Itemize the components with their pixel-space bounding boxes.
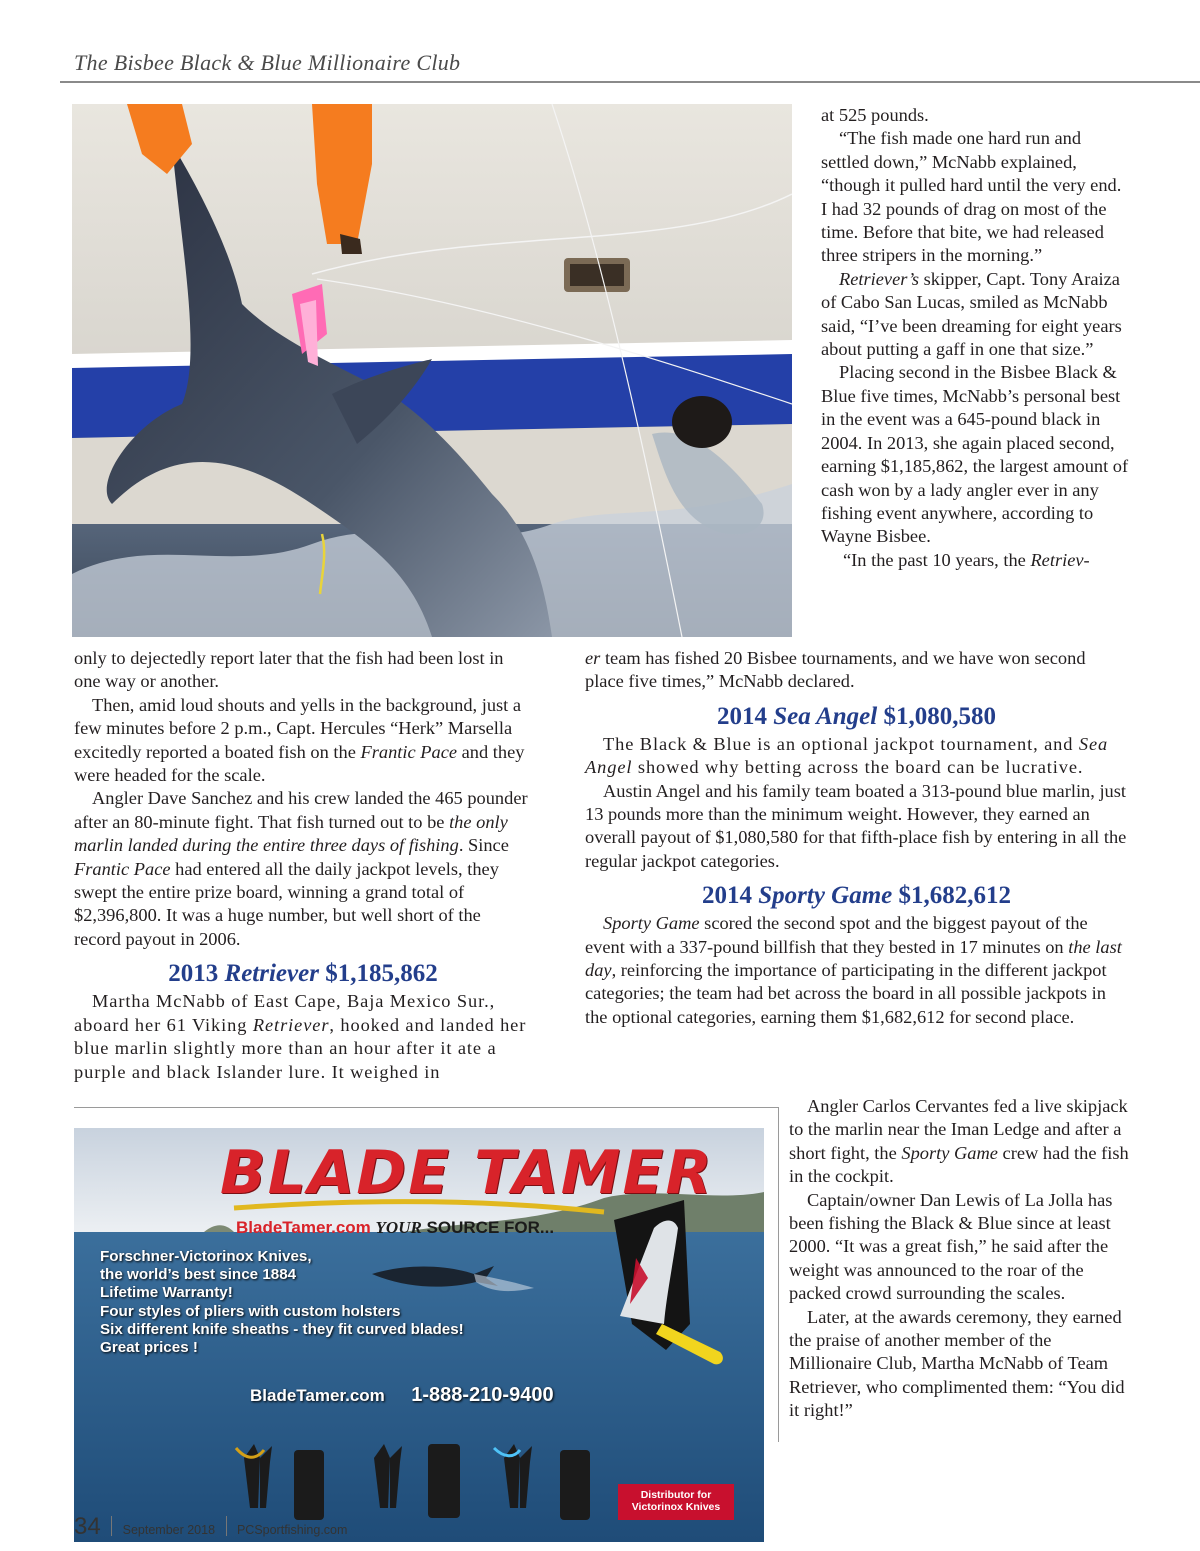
paragraph-text: Araiza of Cabo San Lucas, smiled as McNabb said, “I’ve been dreaming for eight years about putting a gaff in one that size.” [821,268,1122,360]
heading-amount: $1,682,612 [898,882,1012,910]
paragraph [585,647,1128,694]
badge-line: Victorinox Knives [631,1501,721,1513]
heading-year: 2014 [701,882,752,910]
paragraph [585,912,1128,1029]
ad-tagline-your: YOUR [375,1218,422,1237]
ad-divider-side [778,1107,779,1442]
paragraph-text: Martha McNabb of East Cape, Baja Mexico Sur., aboard her 61 Viking [74,991,496,1035]
paragraph: Captain/owner Dan Lewis of La Jolla has been fishing the Black & Blue since at least 2000. “It was a great fish,” he said after the weight was announced to the roar of the packed crowd surrounding the scales. [789,1189,1113,1304]
paragraph-text: Then, amid loud shouts and yells in the background, just a few minutes before 2 p.m., Capt. Hercules “Herk” Marsella excitedly reported a boated fish on the [74,694,522,762]
heading-year: 2014 [717,702,768,730]
paragraph-text: and they were headed for the scale. [74,741,525,786]
heading-boat: Sporty Game [758,882,893,910]
paragraph-text: The Black & Blue is an optional jackpot tournament, and [603,733,1074,754]
distributor-badge [618,1484,734,1520]
ad-divider-top [74,1107,778,1108]
boat-name: Retriever’s [839,268,920,289]
paragraph: Placing second in the Bisbee Black & Blue five times, McNabb’s personal best in the event was a 645-pound black in 2004. In 2013, she again placed second, earning $1,185,862, the largest amount of cash won by a lady angler ever in any fishing event anywhere, according to Wayne Bisbee. [821,362,1129,547]
heading-amount: $1,185,862 [325,960,438,988]
right-column-bottom [789,1095,1131,1423]
ad-tagline [236,1218,554,1238]
paragraph-text: Angler Carlos Cervantes fed a live skipjack to the marlin near the Iman Ledge and after a short fight, the [789,1096,1128,1163]
heading-boat: Sea Angel [773,702,878,730]
heading-year: 2013 [168,960,219,988]
paragraph-text: crew had the fish in the cockpit. [789,1142,1129,1187]
emphasis: the only marlin landed during the entire three days of fishing [74,811,508,856]
left-column [74,647,532,1084]
paragraph-text: “In the past 10 years, the [843,549,1026,570]
paragraph [74,787,532,951]
paragraph [74,990,532,1084]
running-title: The Bisbee Black & Blue Millionaire Club [74,50,461,75]
boat-name: Retriev- [1030,549,1090,570]
boat-name: Retriever [252,1014,330,1035]
paragraph: only to dejectedly report later that the fish had been lost in one way or another. [74,648,504,692]
paragraph: Austin Angel and his family team boated a 313-pound blue marlin, just 13 pounds more than the minimum weight. However, they earned an overall payout of $1,080,580 for that fifth-place fish by entering in all the regular jackpot categories. [585,780,1127,871]
ad-contact-site[interactable]: BladeTamer.com [250,1386,385,1405]
paragraph [789,1095,1131,1189]
paragraph [585,733,1128,780]
ad-contact-phone[interactable]: 1-888-210-9400 [411,1384,554,1406]
boat-name: er [585,648,601,668]
page-number: 34 [74,1513,101,1540]
badge-line: Distributor for [640,1489,712,1501]
right-column-mid [585,647,1128,1029]
ad-tagline-rest: SOURCE FOR... [426,1218,555,1237]
paragraph-text: Angler Dave Sanchez and his crew landed the 465 pounder after an 80-minute fight. That fish turned out to be [74,788,528,832]
paragraph-text: , hooked and landed her blue marlin slightly more than an hour after it ate a purple and black Islander lure. It weighed in [74,1014,527,1082]
paragraph-text: had entered all the daily jackpot levels, they swept the entire prize board, winning a grand total of $2,396,800. It was a huge number, but well short of the record payout in 2006. [74,858,499,949]
issue-date: September 2018 [122,1523,216,1537]
blade-tamer-ad[interactable] [74,1128,764,1542]
right-column-top [821,104,1130,572]
ad-contact [250,1384,554,1407]
ad-bullet: Forschner-Victorinox Knives, [100,1248,312,1265]
blade-tamer-logo: BLADE TAMER [220,1138,714,1208]
section-heading-2014-sea-angel [585,702,1128,732]
paragraph-text: , reinforcing the importance of participating in the different jackpot categories; the team had bet across the board in all possible jackpots in the optional categories, earning them $1,682,612 for second place. [585,960,1107,1027]
ad-bullet-list [100,1248,640,1357]
section-heading-2014-sporty-game [585,881,1128,911]
footer-divider [226,1516,227,1536]
ad-tagline-site[interactable]: BladeTamer.com [236,1218,371,1237]
paragraph [821,549,1130,572]
paragraph-text: team has fished 20 Bisbee tournaments, and we have won second place five times,” McNabb declared. [585,648,1086,692]
boat-name: Sporty Game [901,1142,998,1163]
boat-name: Frantic Pace [360,741,458,762]
ad-bullet: Lifetime Warranty! [100,1284,233,1302]
emphasis: the last day [585,936,1122,981]
site-name[interactable]: PCSportfishing.com [236,1523,348,1537]
boat-name: Frantic Pace [74,858,171,879]
paragraph-text: . Since [458,835,509,856]
paragraph: Later, at the awards ceremony, they earned the praise of another member of the Millionaire Club, Martha McNabb of Team Retriever, who complimented them: “You did it right!” [789,1306,1125,1421]
paragraph: “The fish made one hard run and settled down,” McNabb explained, “though it pulled hard until the very end. I had 32 pounds of drag on most of the time. Before that bite, we had released three stripers in the morning.” [821,128,1122,266]
paragraph-text: skipper, Capt. Tony [923,268,1068,289]
heading-boat: Retriever [224,960,319,988]
ad-bullet: Four styles of pliers with custom holsters [100,1302,401,1320]
page-footer [74,1513,347,1541]
ad-bullet: the world’s best since 1884 [100,1266,297,1284]
boat-name: Sea Angel [585,733,1109,778]
paragraph-text: scored the second spot and the biggest payout of the event with a 337-pound billfish that they bested in 17 minutes on [585,913,1088,957]
heading-amount: $1,080,580 [883,702,996,730]
boat-name: Sporty Game [603,913,700,934]
footer-divider [111,1516,112,1536]
ad-bullet: Great prices ! [100,1339,198,1357]
paragraph: at 525 pounds. [821,105,929,125]
ad-bullet: Six different knife sheaths - they fit curved blades! [100,1320,464,1338]
paragraph [821,268,1130,362]
header-divider [60,81,1200,83]
paragraph-text: showed why betting across the board can be lucrative. [637,757,1084,778]
paragraph [74,694,532,788]
marlin-photo-icon [72,104,792,637]
section-heading-2013 [74,959,532,989]
marlin-photo [72,104,792,637]
